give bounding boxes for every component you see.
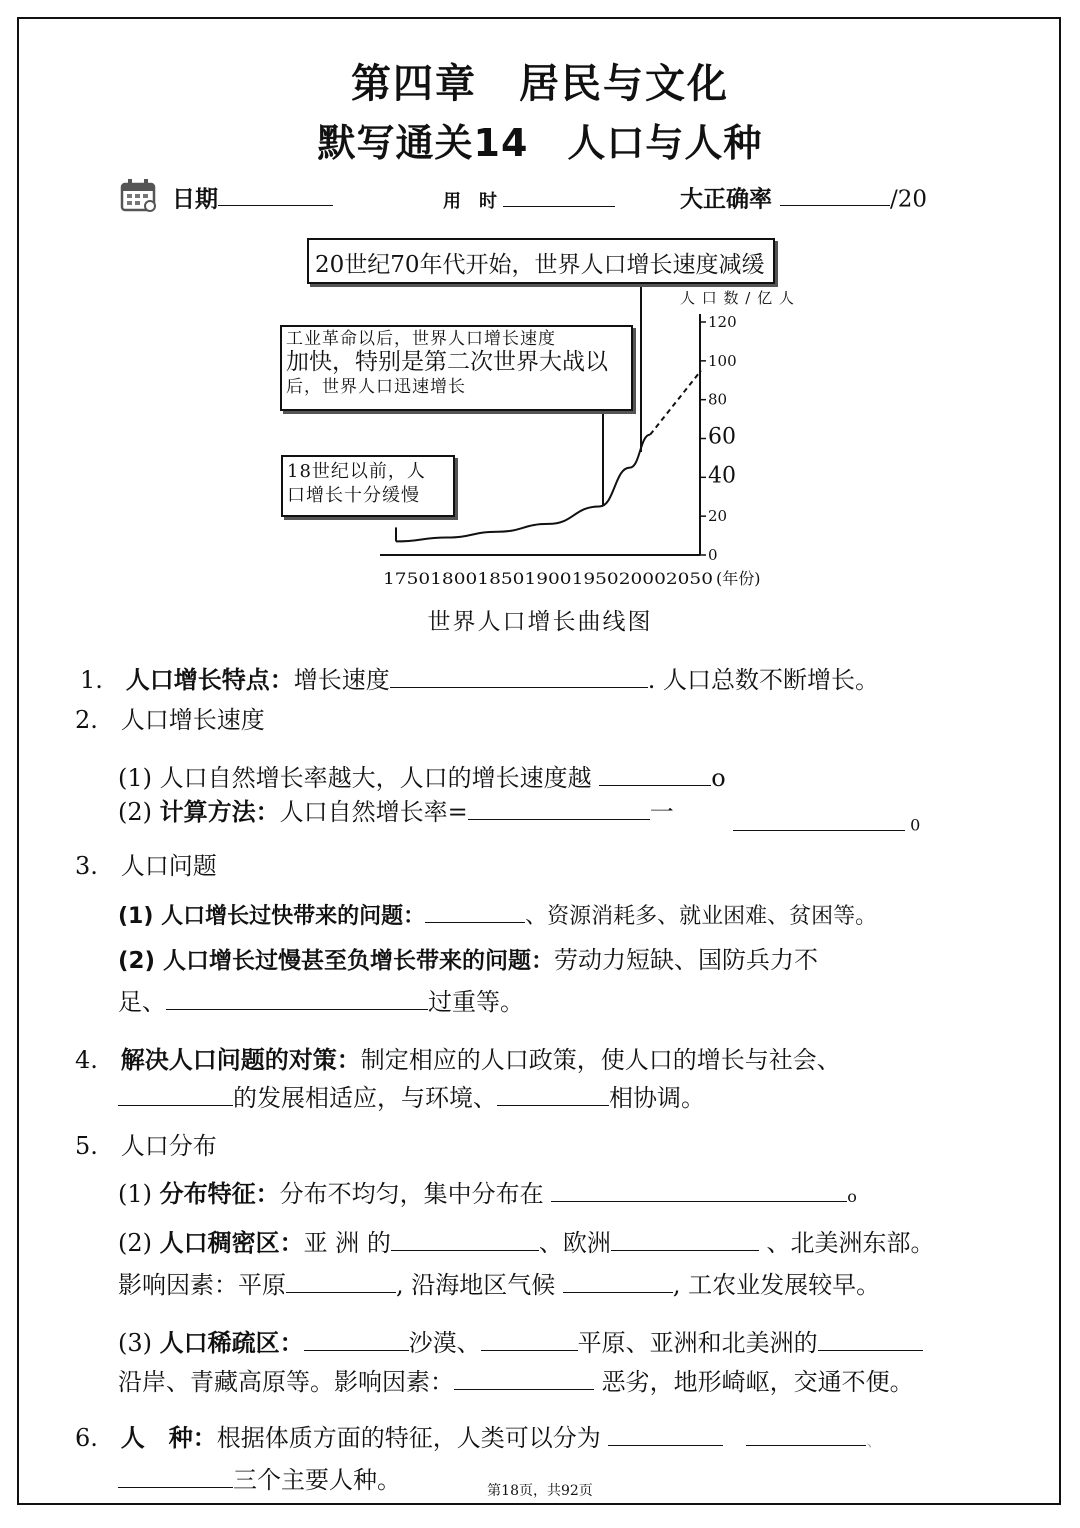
annotation-18th-2: 口增长十分缓慢 [287, 485, 420, 507]
y-tick-label-60: 60 [708, 424, 736, 450]
y-axis-label: 人 口 数 / 亿 人 [680, 289, 795, 307]
chapter-title: 第四章 居民与文化 [351, 61, 729, 107]
population-series-1 [650, 371, 701, 435]
annotation-box-1970s [307, 238, 775, 284]
question-3-2: (2) 人口增长过慢甚至负增长带来的问题：劳动力短缺、国防兵力不 [118, 946, 819, 974]
y-tick-label-100: 100 [708, 351, 737, 370]
question-5-1: (1) 分布特征：分布不均匀，集中分布在 o [118, 1174, 857, 1209]
q6-blank-2[interactable] [746, 1419, 866, 1446]
question-4: 4. 解决人口问题的对策：制定相应的人口政策，使人口的增长与社会、 [75, 1046, 841, 1074]
y-tick-label-40: 40 [708, 463, 736, 489]
question-3-2b: 足、 过重等。 [118, 982, 524, 1017]
q5-3-blank-4[interactable] [454, 1363, 594, 1390]
q5-3-blank-1[interactable] [304, 1324, 409, 1351]
question-5: 5. 人口分布 [75, 1132, 217, 1160]
annotation-industrial-2: 加快，特别是第二次世界大战以 [286, 349, 608, 376]
x-tick-labels: 1750180018501900195020002050 [383, 569, 713, 588]
chart-title: 世界人口增长曲线图 [427, 609, 653, 635]
annotation-industrial-1: 工业革命以后，世界人口增长速度 [286, 329, 556, 349]
q2-2-blank-1[interactable] [468, 793, 650, 820]
question-5-3: (3) 人口稀疏区： 沙漠、 平原、亚洲和北美洲的 [118, 1323, 923, 1358]
question-5-3b: 沿岸、青藏高原等。影响因素： 恶劣，地形崎岖，交通不便。 [118, 1362, 914, 1397]
q5-2-blank-2[interactable] [611, 1224, 759, 1251]
question-3-1: (1) 人口增长过快带来的问题： 、资源消耗多、就业困难、贫困等。 [118, 898, 877, 930]
q4-blank-1[interactable] [118, 1079, 233, 1106]
question-4b: 的发展相适应，与环境、 相协调。 [118, 1078, 705, 1113]
annotation-18th-1: 18世纪以前，人 [287, 461, 426, 482]
y-tick-label-0: 0 [708, 546, 718, 564]
annotation-box-18th [281, 455, 455, 517]
q5-1-blank[interactable] [551, 1175, 847, 1202]
q5-2-blank-4[interactable] [563, 1266, 673, 1293]
q3-1-blank[interactable] [425, 898, 525, 923]
question-2-1: (1) 人口自然增长率越大，人口的增长速度越 o [118, 758, 726, 793]
q3-2-blank[interactable] [166, 983, 428, 1010]
question-5-2b: 影响因素：平原 , 沿海地区气候 , 工农业发展较早。 [118, 1265, 880, 1300]
time-label: 用 时 [443, 186, 615, 213]
question-2-2b: 0 [733, 812, 920, 835]
page-footer: 第18页，共92页 [487, 1483, 593, 1499]
q5-3-blank-3[interactable] [818, 1324, 923, 1351]
annotation-1970s: 20世纪70年代开始，世界人口增长速度减缓 [315, 252, 765, 278]
q1-blank[interactable] [390, 661, 648, 688]
q5-3-blank-2[interactable] [481, 1324, 578, 1351]
question-2: 2. 人口增长速度 [75, 706, 265, 734]
q5-2-blank-1[interactable] [391, 1224, 539, 1251]
accuracy-label: 大正确率 /20 [680, 180, 927, 213]
question-6b: 三个主要人种。 [118, 1460, 401, 1495]
page-title: 默写通关14 人口与人种 [317, 121, 763, 165]
question-5-2: (2) 人口稠密区：亚 洲 的 、欧洲 、北美洲东部。 [118, 1223, 935, 1258]
annotation-industrial-3: 后，世界人口迅速增长 [286, 376, 466, 397]
q2-1-blank[interactable] [599, 759, 711, 786]
q2-2-blank-2[interactable] [733, 812, 905, 831]
question-2-2: (2) 计算方法：人口自然增长率= 一 [118, 792, 674, 827]
annotation-box-industrial [280, 325, 633, 411]
q5-2-blank-3[interactable] [286, 1266, 396, 1293]
y-tick-label-20: 20 [708, 507, 728, 526]
question-3: 3. 人口问题 [75, 852, 217, 880]
q6-blank-1[interactable] [608, 1419, 723, 1446]
population-chart [0, 0, 1080, 640]
date-label: 日期 [172, 180, 333, 213]
q4-blank-2[interactable] [497, 1079, 609, 1106]
x-axis-label: (年份) [716, 569, 761, 588]
y-tick-label-120: 120 [708, 313, 737, 331]
question-6: 6. 人 种：根据体质方面的特征，人类可以分为 、 [75, 1418, 882, 1453]
y-tick-label-80: 80 [708, 390, 728, 409]
question-1: 1. 人口增长特点：增长速度 . 人口总数不断增长。 [80, 660, 879, 695]
